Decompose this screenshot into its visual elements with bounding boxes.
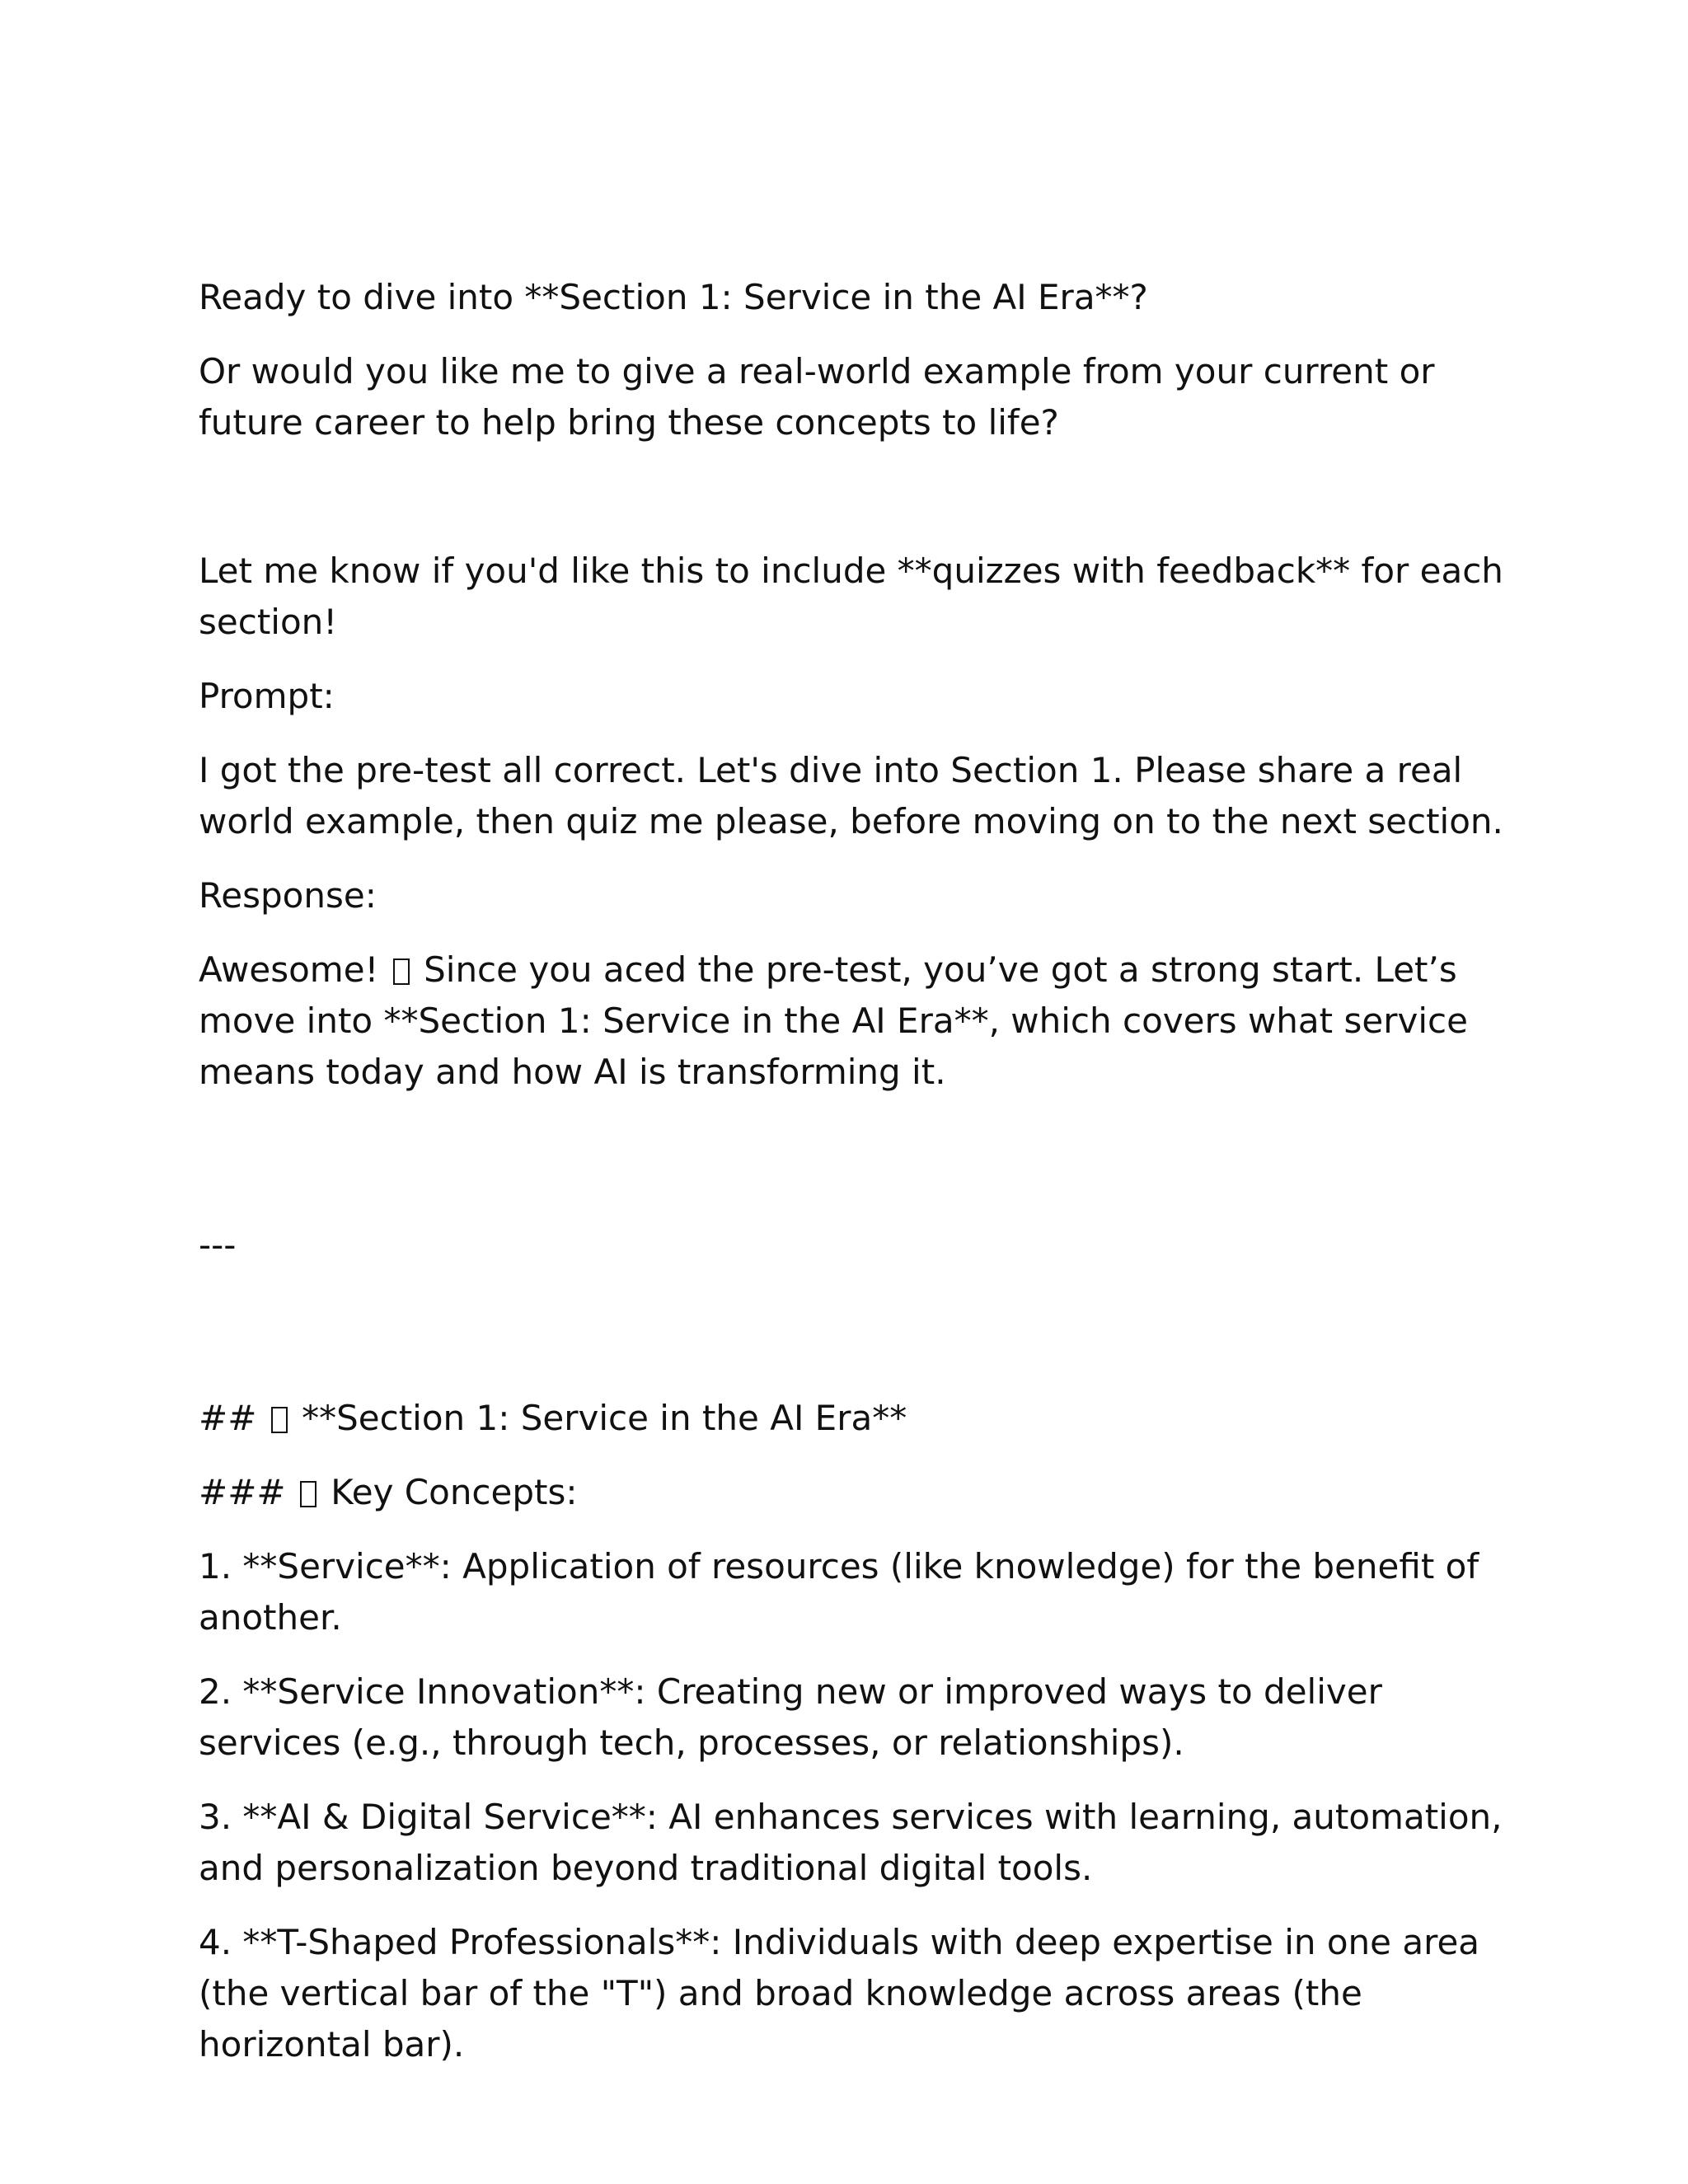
paragraph-offer-example: Or would you like me to give a real-world example from your current or future career to help bring these concepts to life? <box>199 351 1435 443</box>
paragraph-quiz-offer: Let me know if you'd like this to include **quizzes with feedback** for each section! <box>199 551 1503 642</box>
document-page <box>199 272 1509 2093</box>
subheading-text: Key Concepts: <box>331 1472 578 1512</box>
prompt-text: I got the pre-test all correct. Let's dive into Section 1. Please share a real world example, then quiz me please, before moving on to the next section. <box>199 750 1503 841</box>
response-text <box>199 944 1509 1098</box>
paragraph-intro: Ready to dive into **Section 1: Service in the AI Era**? <box>199 277 1148 317</box>
section-heading <box>199 1393 1509 1444</box>
response-text-start: Awesome! <box>199 949 379 990</box>
list-item: 1. **Service**: Application of resources (like knowledge) for the benefit of another. <box>199 1546 1479 1638</box>
missing-glyph-icon <box>393 958 410 985</box>
list-item: 4. **T-Shaped Professionals**: Individuals with deep expertise in one area (the vertical bar of the "T") and broad knowledge across areas (the horizontal bar). <box>199 1922 1480 2064</box>
list-item: 2. **Service Innovation**: Creating new or improved ways to deliver services (e.g., through tech, processes, or relationships). <box>199 1671 1382 1763</box>
heading-marker: ## <box>199 1398 257 1438</box>
divider-text: --- <box>199 1225 237 1265</box>
subheading-marker: ### <box>199 1472 286 1512</box>
missing-glyph-icon <box>271 1407 288 1433</box>
response-text-rest: Since you aced the pre-test, you’ve got a strong start. Let’s move into **Section 1: Service in the AI Era**, which covers what service means today and how AI is transforming it. <box>199 949 1468 1092</box>
response-label: Response: <box>199 875 377 916</box>
spacer <box>199 1121 1509 1220</box>
subsection-heading <box>199 1467 1509 1518</box>
list-item: 3. **AI & Digital Service**: AI enhances services with learning, automation, and personalization beyond traditional digital tools. <box>199 1797 1503 1888</box>
missing-glyph-icon <box>300 1481 316 1507</box>
spacer <box>199 471 1509 546</box>
prompt-label: Prompt: <box>199 676 335 716</box>
heading-text: **Section 1: Service in the AI Era** <box>302 1398 907 1438</box>
spacer <box>199 1294 1509 1393</box>
